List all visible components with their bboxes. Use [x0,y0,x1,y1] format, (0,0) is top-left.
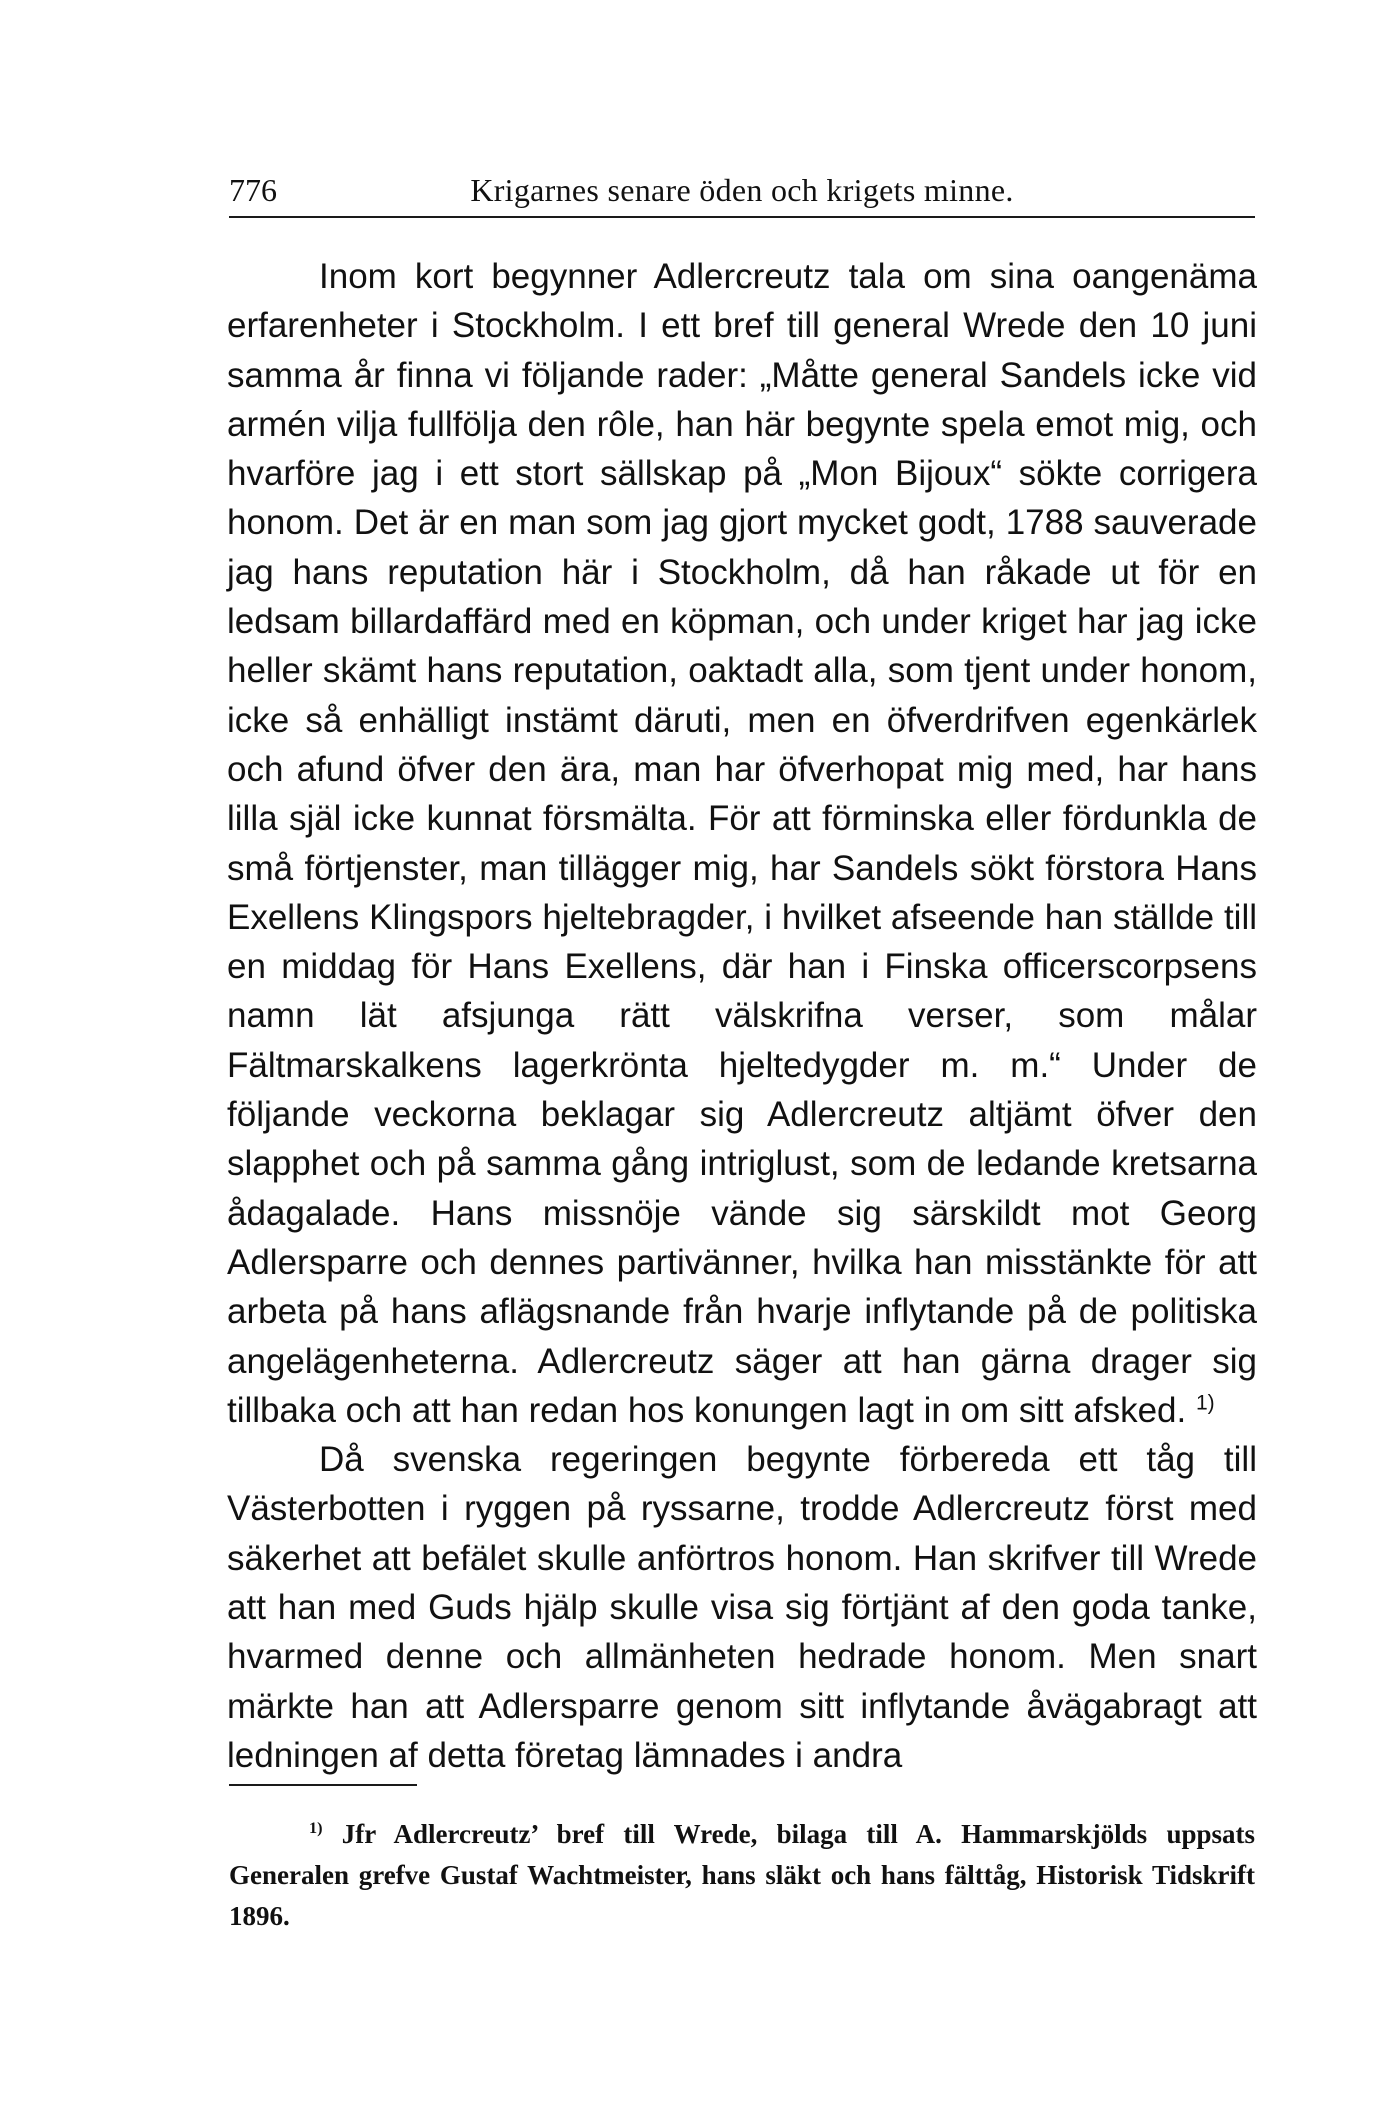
header-divider [229,216,1255,218]
running-header [229,165,1255,215]
main-text [227,252,1257,1780]
running-title: Krigarnes senare öden och krigets minne. [470,172,1014,208]
footnote-reference: 1) [1195,1391,1215,1415]
footnote-marker: 1) [309,1819,323,1837]
paragraph: Då svenska regeringen begynte förbereda ett tåg till Västerbotten i ryggen på ryssarne, trodde Adlercreutz först med säkerhet att befälet skulle anförtros honom. Han skrifver till Wrede att han med Guds hjälp skulle visa sig förtjänt af den goda tanke, hvarmed denne och allmänheten hedrade honom. Men snart märkte han att Adlersparre genom sitt inflytande åvägabragt att ledningen af detta företag lämnades i andra [227,1440,1257,1775]
footnote-text: Jfr Adlercreutz’ bref till Wrede, bilaga till A. Hammarskjölds uppsats Generalen grefve Gustaf Wachtmeister, hans släkt och hans fälttåg, Historisk Tidskrift 1896. [229,1819,1255,1931]
paragraph-text: Inom kort begynner Adlercreutz tala om sina oangenäma erfarenheter i Stockholm. I ett bref till general Wrede den 10 juni samma år finna vi följande rader: „Måtte general Sandels icke vid armén vilja fullfölja den rôle, han här begynte spela emot mig, och hvarföre jag i ett stort sällskap på „Mon Bijoux“ sökte corrigera honom. Det är en man som jag gjort mycket godt, 1788 sauverade jag hans reputation här i Stockholm, då han råkade ut för en ledsam billardaffärd med en köpman, och under kriget har jag icke heller skämt hans reputation, oaktadt alla, som tjent under honom, icke så enhälligt instämt däruti, men en öfverdrifven egenkärlek och afund öfver den ära, man har öfverhopat mig med, har hans lilla själ icke kunnat försmälta. För att förminska eller fördunkla de små förtjenster, man tillägger mig, har Sandels sökt förstora Hans Exellens Klingspors hjeltebragder, i hvilket afseende han ställde till en middag för Hans Exellens, där han i Finska officerscorpsens namn lät afsjunga rätt välskrifna verser, som målar Fältmarskalkens lagerkrönta hjeltedygder m. m.“ Under de följande veckorna beklagar sig Adlercreutz altjämt öfver den slapphet och på samma gång intriglust, som de ledande kretsarna ådagalade. Hans missnöje vände sig särskildt mot Georg Adlersparre och dennes partivänner, hvilka han misstänkte för att arbeta på hans aflägsnande från hvarje inflytande på de politiska angelägenheterna. Adlercreutz säger att han gärna drager sig tillbaka och att han redan hos konungen lagt in om sitt afsked. [227,257,1257,1430]
paragraph [227,252,1257,1435]
page-number: 776 [229,172,277,208]
footnote-divider [229,1784,417,1786]
footnote [229,1814,1255,1937]
